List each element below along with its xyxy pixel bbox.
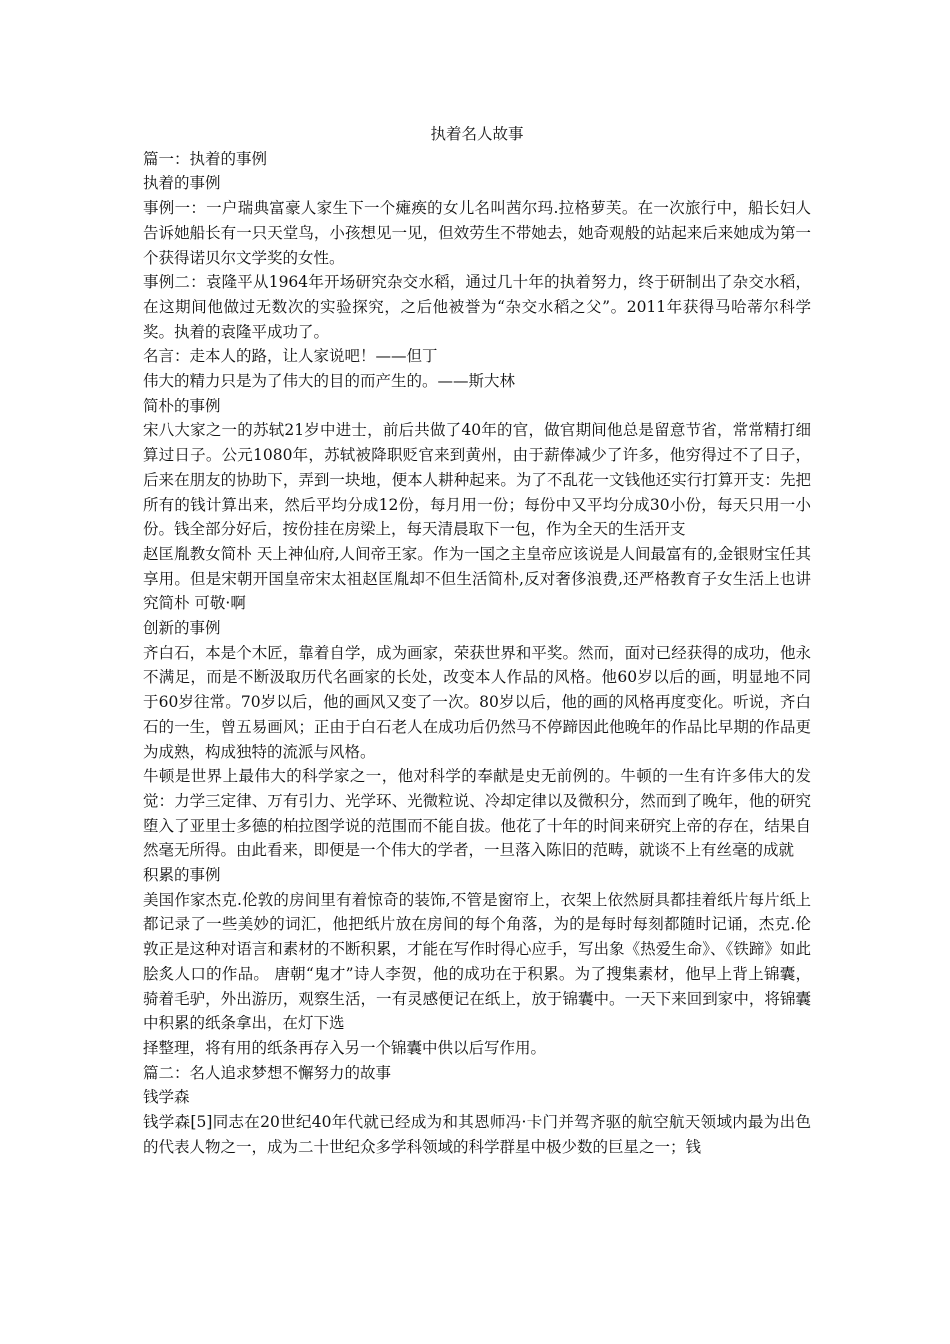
paragraph-example-two: 事例二：袁隆平从1964年开场研究杂交水稻，通过几十年的执着努力，终于研制出了杂交水稻，在这期间他做过无数次的实验探究，之后他被誉为“杂交水稻之父”。2011年获得马哈蒂尔科学奖。执着的袁隆平成功了。 (143, 273, 811, 341)
paragraph-jack-london: 美国作家杰克.伦敦的房间里有着惊奇的装饰,不管是窗帘上，衣架上依然厨具都挂着纸片每片纸上都记录了一些美妙的词汇，他把纸片放在房间的每个角落，为的是每时每刻都随时记诵，杰克.伦敦正是这种对语言和素材的不断积累，才能在写作时得心应手，写出象《热爱生命》、《铁蹄》如此脍炙人口的作品。 唐朝“鬼才”诗人李贺，他的成功在于积累。为了搜集素材，他早上背上锦囊，骑着毛驴，外出游历，观察生活，一有灵感便记在纸上，放于锦囊中。一天下来回到家中，将锦囊中积累的纸条拿出，在灯下选 (143, 890, 811, 1033)
paragraph-su-shi: 宋八大家之一的苏轼21岁中进士，前后共做了40年的官，做官期间他总是留意节省，常常精打细算过日子。公元1080年，苏轼被降职贬官来到黄州，由于薪俸减少了许多，他穷得过不了日子，后来在朋友的协助下，弄到一块地，便本人耕种起来。为了不乱花一文钱他还实行打算开支：先把所有的钱计算出来，然后平均分成12份，每月用一份；每份中又平均分成30小份，每天只用一小份。钱全部分好后，按份挂在房梁上，每天清晨取下一包，作为全天的生活开支 (143, 421, 811, 539)
subheading-innovation: 创新的事例 (143, 619, 221, 638)
quote-stalin: 伟大的精力只是为了伟大的目的而产生的。——斯大林 (143, 372, 516, 391)
document-title: 执着名人故事 (430, 125, 524, 143)
paragraph-newton: 牛顿是世界上最伟大的科学家之一，他对科学的奉献是史无前例的。牛顿的一生有许多伟大的发觉：力学三定律、万有引力、光学环、光微粒说、冷却定律以及微积分，然而到了晚年，他的研究堕入了亚里士多德的柏拉图学说的范围而不能自拔。他花了十年的时间来研究上帝的存在，结果自然毫无所得。由此看来，即便是一个伟大的学者，一旦落入陈旧的范畴，就谈不上有丝毫的成就 (143, 767, 811, 860)
subheading-accumulation: 积累的事例 (143, 866, 221, 885)
paragraph-li-he-continued: 择整理，将有用的纸条再存入另一个锦囊中供以后写作用。 (143, 1039, 547, 1057)
paragraph-qian-xuesen: 钱学森[5]同志在20世纪40年代就已经成为和其恩师冯·卡门并驾齐驱的航空航天领域内最为出色的代表人物之一，成为二十世纪众多学科领域的科学群星中极少数的巨星之一；钱 (143, 1113, 811, 1156)
subheading-frugality: 简朴的事例 (143, 396, 221, 415)
paragraph-example-one: 事例一：一户瑞典富豪人家生下一个瘫痪的女儿名叫茜尔玛.拉格萝芙。在一次旅行中，船长妇人告诉她船长有一只天堂鸟，小孩想见一见，但效劳生不带她去，她奇观般的站起来后来她成为第一个获得诺贝尔文学奖的女性。 (143, 199, 811, 267)
quote-dante: 名言：走本人的路，让人家说吧！——但丁 (143, 347, 438, 366)
subheading-persistence: 执着的事例 (143, 174, 221, 193)
section-heading-part-one: 篇一：执着的事例 (143, 149, 268, 168)
document-body (143, 122, 811, 1160)
paragraph-zhao-kuangyin: 赵匡胤教女简朴 天上神仙府,人间帝王家。作为一国之主皇帝应该说是人间最富有的,金银财宝任其享用。但是宋朝开国皇帝宋太祖赵匡胤却不但生活简朴,反对奢侈浪费,还严格教育子女生活上也讲究简朴 可敬·啊 (143, 544, 811, 613)
subheading-qian-xuesen: 钱学森 (143, 1088, 190, 1107)
section-heading-part-two: 篇二：名人追求梦想不懈努力的故事 (143, 1063, 392, 1082)
paragraph-qi-baishi: 齐白石，本是个木匠，靠着自学，成为画家，荣获世界和平奖。然而，面对已经获得的成功，他永不满足，而是不断汲取历代名画家的长处，改变本人作品的风格。他60岁以后的画，明显地不同于60岁往常。70岁以后，他的画风又变了一次。80岁以后，他的画的风格再度变化。听说，齐白石的一生，曾五易画风；正由于白石老人在成功后仍然马不停蹄因此他晚年的作品比早期的作品更为成熟，构成独特的流派与风格。 (143, 643, 811, 761)
